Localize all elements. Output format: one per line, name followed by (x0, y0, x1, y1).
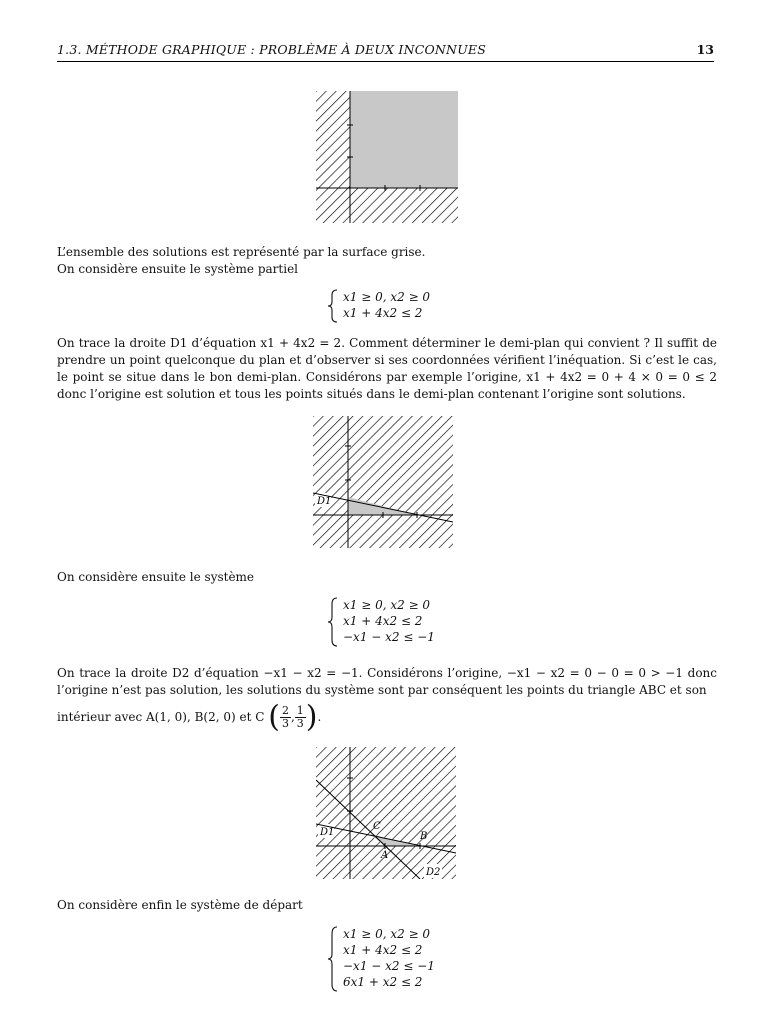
inequality: −x1 − x2 ≤ −1 (343, 959, 435, 973)
page-number: 13 (696, 42, 714, 57)
figure-triangle-abc (316, 747, 456, 879)
fraction-numerator: 2 (281, 704, 289, 717)
system-three (327, 597, 467, 647)
paragraph-partial-system: On considère ensuite le système partiel (57, 262, 299, 276)
header-rule (57, 61, 714, 62)
paragraph-trace-d2: On trace la droite D2 d’équation −x1 − x2 = −1. Considérons l’origine, −x1 − x2 = 0 − 0 = 0 > −1 donc l’origine n’est pas solution, les solutions du système sont par conséquent les points du triangle ABC et son (57, 666, 717, 697)
label-d2: D2 (426, 867, 441, 878)
fraction-denominator: 3 (281, 717, 289, 730)
inequality: x1 ≥ 0, x2 ≥ 0 (343, 290, 431, 304)
left-brace (327, 926, 339, 992)
figure-positive-quadrant (316, 91, 458, 223)
fraction-two-thirds (280, 705, 291, 730)
comma: , (290, 710, 295, 724)
paren-left: ( (268, 699, 280, 735)
hatched-area (313, 416, 453, 548)
inequality: x1 + 4x2 ≤ 2 (343, 943, 423, 957)
fraction-numerator: 1 (296, 704, 304, 717)
fraction-one-third (295, 705, 306, 730)
section-title: 1.3. MÉTHODE GRAPHIQUE : PROBLÈME À DEUX INCONNUES (57, 42, 487, 57)
paragraph-next-system: On considère ensuite le système (57, 570, 255, 584)
inequality: x1 ≥ 0, x2 ≥ 0 (343, 598, 431, 612)
inequality: x1 + 4x2 ≤ 2 (343, 614, 423, 628)
left-brace (327, 597, 339, 647)
paragraph-triangle-vertices (57, 700, 321, 736)
inequality: x1 + 4x2 ≤ 2 (343, 306, 423, 320)
label-d1: D1 (320, 827, 335, 838)
system-full (327, 926, 467, 992)
inequality: 6x1 + x2 ≤ 2 (343, 975, 423, 989)
label-d1: D1 (317, 496, 332, 507)
point-b-label: B (420, 831, 428, 842)
solution-region (350, 91, 458, 188)
paragraph-trace-d1: On trace la droite D1 d’équation x1 + 4x2 = 2. Comment déterminer le demi-plan qui convient ? Il suffit de prendre un point quelconque du plan et d’observer si ses coordonnées vérifient l’inéquation. Si c’est le cas, le point se situe dans le bon demi-plan. Considérons par exemple l’origine, x1 + 4x2 = 0 + 4 × 0 = 0 ≤ 2 donc l’origine est solution et tous les points situés dans le demi-plan contenant l’origine sont solutions. (57, 336, 717, 401)
system-partial (327, 289, 467, 323)
page-header (57, 42, 714, 60)
inequality: −x1 − x2 ≤ −1 (343, 630, 435, 644)
paren-right: ) (305, 699, 318, 735)
left-brace (327, 289, 339, 323)
point-c-label: C (373, 821, 381, 832)
paragraph-final-system: On considère enfin le système de départ (57, 898, 303, 912)
paragraph-solutions-grey: L’ensemble des solutions est représenté par la surface grise. (57, 245, 426, 259)
fraction-denominator: 3 (296, 717, 304, 730)
inequality: x1 ≥ 0, x2 ≥ 0 (343, 927, 431, 941)
figure-d1-region (313, 416, 453, 548)
point-a-label: A (381, 850, 389, 861)
period: . (317, 710, 322, 724)
vertices-text: intérieur avec A(1, 0), B(2, 0) et C (57, 710, 265, 724)
